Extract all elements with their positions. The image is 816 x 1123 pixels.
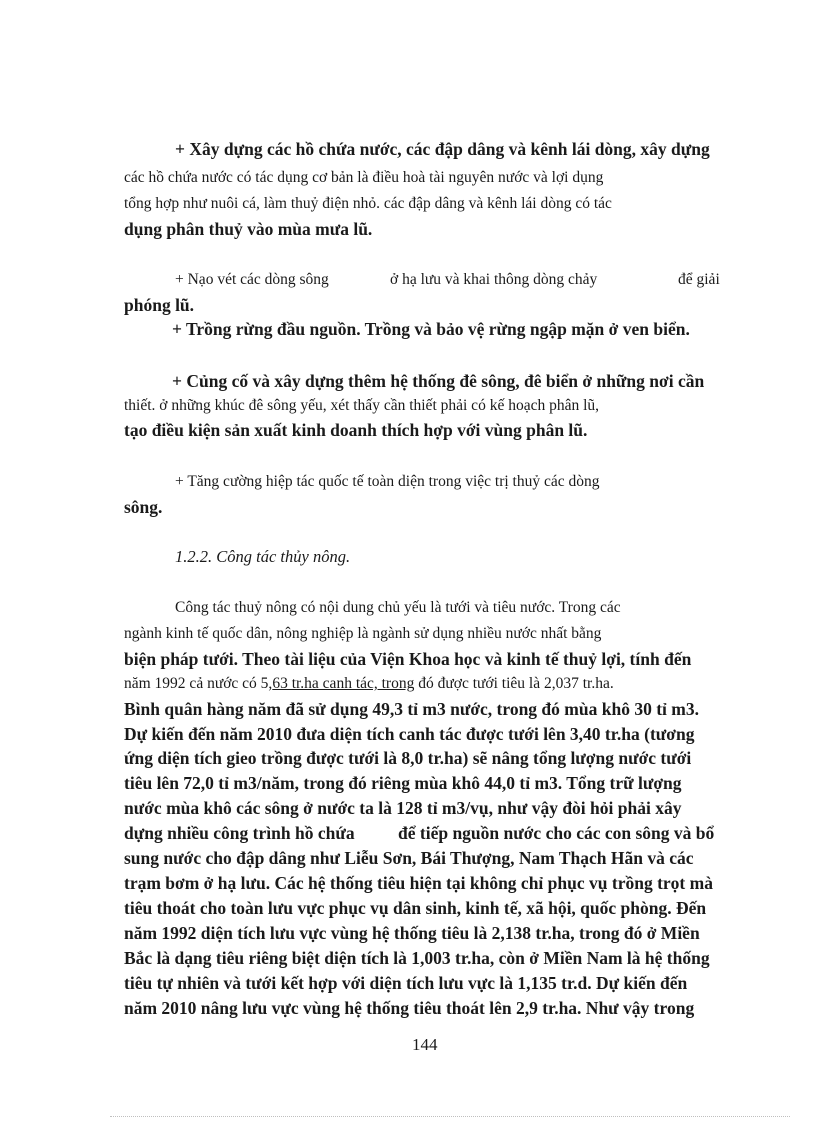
- bullet-4-line-2: thiết. ở những khúc đê sông yếu, xét thấy cần thiết phải có kế hoạch phân lũ,: [124, 397, 600, 414]
- bullet-1-line-1: + Xây dựng các hồ chứa nước, các đập dâng và kênh lái dòng, xây dựng: [175, 139, 710, 159]
- bottom-rule: [110, 1116, 790, 1117]
- body-line-1: Công tác thuỷ nông có nội dung chủ yếu là tưới và tiêu nước. Trong các: [175, 599, 621, 616]
- bullet-2-line-1b: ở hạ lưu và khai thông dòng chảy: [390, 271, 598, 288]
- bullet-2-line-1a: + Nạo vét các dòng sông: [175, 271, 329, 288]
- section-heading: 1.2.2. Công tác thủy nông.: [175, 547, 351, 566]
- bullet-4-line-1: + Củng cố và xây dựng thêm hệ thống đê sông, đê biển ở những nơi cần: [172, 371, 705, 391]
- body-line-11: sung nước cho đập dâng như Liễu Sơn, Bái Thượng, Nam Thạch Hãn và các: [124, 848, 694, 868]
- bullet-1-line-4: dụng phân thuỷ vào mùa mưa lũ.: [124, 219, 373, 239]
- body-line-17: năm 2010 nâng lưu vực vùng hệ thống tiêu thoát lên 2,9 tr.ha. Như vậy trong: [124, 998, 695, 1018]
- body-line-4: [124, 676, 614, 692]
- bullet-4-line-3: tạo điều kiện sản xuất kinh doanh thích hợp với vùng phân lũ.: [124, 420, 588, 440]
- body-line-4-part-a: năm 1992 cả nước có 5,: [124, 675, 273, 692]
- body-line-7: ứng diện tích gieo trồng được tưới là 8,0 tr.ha) sẽ nâng tổng lượng nước tưới: [124, 748, 692, 768]
- bullet-1-line-3: tổng hợp như nuôi cá, làm thuỷ điện nhỏ. các đập dâng và kênh lái dòng có tác: [124, 195, 612, 212]
- bullet-5-line-2: sông.: [124, 497, 163, 517]
- body-line-14: năm 1992 diện tích lưu vực vùng hệ thống tiêu là 2,138 tr.ha, trong đó ở Miền: [124, 923, 700, 943]
- bullet-2-line-2: phóng lũ.: [124, 295, 195, 315]
- body-line-15: Bắc là dạng tiêu riêng biệt diện tích là 1,003 tr.ha, còn ở Miền Nam là hệ thống: [124, 948, 710, 968]
- bullet-1-line-2: các hồ chứa nước có tác dụng cơ bản là điều hoà tài nguyên nước và lợi dụng: [124, 169, 604, 186]
- body-line-3: biện pháp tưới. Theo tài liệu của Viện Khoa học và kinh tế thuỷ lợi, tính đến: [124, 649, 692, 669]
- bullet-2-line-1c: để giải: [678, 271, 720, 288]
- body-line-9: nước mùa khô các sông ở nước ta là 128 tỉ m3/vụ, như vậy đòi hỏi phải xây: [124, 798, 682, 818]
- body-line-10a: dựng nhiều công trình hồ chứa: [124, 823, 355, 843]
- body-line-4-underlined: 63 tr.ha canh tác, trong: [272, 675, 415, 692]
- body-line-12: trạm bơm ở hạ lưu. Các hệ thống tiêu hiện tại không chỉ phục vụ trồng trọt mà: [124, 873, 713, 893]
- bullet-5-line-1: + Tăng cường hiệp tác quốc tế toàn diện trong việc trị thuỷ các dòng: [175, 473, 600, 490]
- bullet-3-line-1: + Trồng rừng đầu nguồn. Trồng và bảo vệ rừng ngập mặn ở ven biển.: [172, 319, 690, 339]
- body-line-2: ngành kinh tế quốc dân, nông nghiệp là ngành sử dụng nhiều nước nhất bằng: [124, 625, 602, 642]
- body-line-13: tiêu thoát cho toàn lưu vực phục vụ dân sinh, kinh tế, xã hội, quốc phòng. Đến: [124, 898, 707, 918]
- page-number: 144: [412, 1035, 438, 1054]
- body-line-5: Bình quân hàng năm đã sử dụng 49,3 tỉ m3 nước, trong đó mùa khô 30 tỉ m3.: [124, 699, 699, 719]
- body-line-8: tiêu lên 72,0 tỉ m3/năm, trong đó riêng mùa khô 44,0 tỉ m3. Tổng trữ lượng: [124, 773, 682, 793]
- body-line-10b: để tiếp nguồn nước cho các con sông và bổ: [398, 823, 715, 843]
- body-line-16: tiêu tự nhiên và tưới kết hợp với diện tích lưu vực là 1,135 tr.d. Dự kiến đến: [124, 973, 688, 993]
- body-line-4-part-c: đó được tưới tiêu là 2,037 tr.ha.: [414, 675, 614, 692]
- body-line-6: Dự kiến đến năm 2010 đưa diện tích canh tác được tưới lên 3,40 tr.ha (tương: [124, 724, 695, 744]
